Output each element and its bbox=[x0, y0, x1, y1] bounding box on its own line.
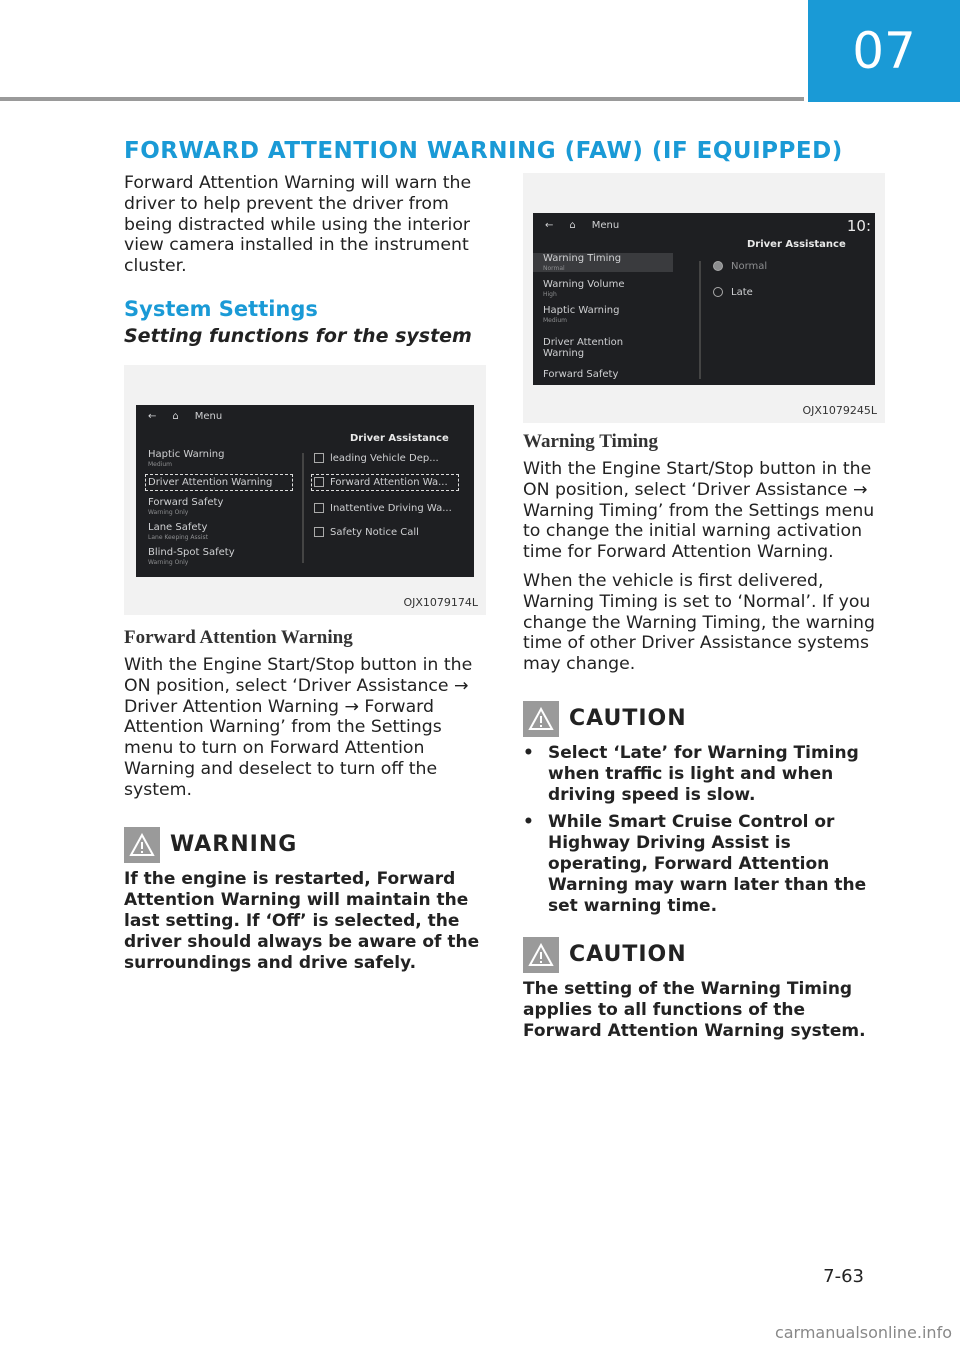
option-item-selected: Forward Attention Wa... bbox=[314, 477, 456, 488]
back-arrow-icon: ← bbox=[148, 411, 157, 423]
option-late: Late bbox=[713, 287, 753, 298]
caution-label: CAUTION bbox=[569, 942, 687, 968]
screen-image bbox=[533, 213, 875, 385]
menu-item: Haptic Warning Medium bbox=[148, 448, 225, 468]
menu-item: Forward Safety bbox=[543, 369, 619, 380]
screen-top-bar bbox=[533, 213, 875, 237]
menu-item: Forward Safety Warning Only bbox=[148, 496, 224, 516]
home-icon: ⌂ bbox=[569, 219, 576, 231]
watermark: carmanualsonline.info bbox=[774, 1323, 952, 1342]
warning-title bbox=[124, 827, 486, 863]
figure-driver-assistance-menu bbox=[124, 365, 486, 615]
warning-label: WARNING bbox=[170, 832, 298, 858]
menu-item-selected: Warning Timing Normal bbox=[533, 253, 673, 272]
system-settings-heading: System Settings bbox=[124, 296, 318, 321]
warning-timing-paragraph-2: When the vehicle is first delivered, Warning Timing is set to ‘Normal’. If you change the Warning Timing, the warning time of other Driver Assistance systems may change. bbox=[523, 570, 875, 675]
caution-triangle-icon bbox=[523, 701, 559, 737]
caution-triangle-icon bbox=[523, 937, 559, 973]
caution-label: CAUTION bbox=[569, 706, 687, 732]
caution-bullets bbox=[523, 743, 885, 917]
clock: 10: bbox=[846, 217, 871, 235]
caution-callout-2 bbox=[523, 937, 885, 1042]
warning-text: If the engine is restarted, Forward Attention Warning will maintain the last setting. If ‘Off’ is selected, the driver should always be aware of the surroundings and drive safely. bbox=[124, 868, 480, 973]
menu-item: Warning Volume High bbox=[543, 279, 625, 298]
menu-item: Blind-Spot Safety Warning Only bbox=[148, 546, 235, 566]
intro-paragraph: Forward Attention Warning will warn the driver to help prevent the driver from being distracted while using the interior view camera installed in the instrument cluster. bbox=[124, 173, 472, 277]
warning-callout bbox=[124, 827, 486, 974]
warning-triangle-icon bbox=[124, 827, 160, 863]
setting-functions-heading: Setting functions for the system bbox=[124, 324, 472, 347]
option-item: leading Vehicle Dep... bbox=[314, 453, 439, 464]
header-rule bbox=[0, 97, 804, 101]
caution-bullet: • While Smart Cruise Control or Highway Driving Assist is operating, Forward Attention Warning may warn later than the set warning time. bbox=[523, 812, 885, 917]
figure-warning-timing-menu bbox=[523, 173, 885, 423]
back-arrow-icon: ← bbox=[545, 219, 554, 231]
menu-label: Menu bbox=[194, 411, 223, 423]
option-normal: Normal bbox=[713, 261, 767, 272]
menu-label: Menu bbox=[591, 219, 620, 231]
menu-item: Lane Safety Lane Keeping Assist bbox=[148, 521, 208, 541]
page-number: 7-63 bbox=[823, 1266, 864, 1287]
panel-title: Driver Assistance bbox=[747, 239, 846, 250]
figure-code: OJX1079174L bbox=[403, 595, 478, 609]
figure-code: OJX1079245L bbox=[802, 404, 877, 417]
screen-divider bbox=[699, 261, 701, 379]
menu-item: Haptic Warning Medium bbox=[543, 305, 620, 324]
caution-callout-1 bbox=[523, 701, 885, 917]
warning-timing-paragraph-1: With the Engine Start/Stop button in the ON position, select ‘Driver Assistance → Warning Timing’ from the Settings menu to change the initial warning activation time for Forward Attention Warning. bbox=[523, 459, 875, 563]
menu-item-selected: Driver Attention Warning bbox=[148, 477, 290, 488]
figure-caption: Forward Attention Warning bbox=[124, 626, 353, 648]
panel-title: Driver Assistance bbox=[350, 432, 449, 444]
screen-image bbox=[136, 405, 474, 577]
screen-divider bbox=[302, 453, 304, 563]
chapter-tab: 07 bbox=[808, 0, 960, 102]
forward-attention-paragraph: With the Engine Start/Stop button in the ON position, select ‘Driver Assistance → Driver Attention Warning → Forward Attention Warning’ from the Settings menu to turn on Forward Attention Warning and deselect to turn off the system. bbox=[124, 654, 473, 800]
option-item: Inattentive Driving Wa... bbox=[314, 503, 452, 514]
option-item: Safety Notice Call bbox=[314, 527, 419, 538]
screen-top-bar bbox=[136, 405, 474, 429]
section-title: FORWARD ATTENTION WARNING (FAW) (IF EQUIPPED) bbox=[124, 138, 843, 164]
left-column bbox=[124, 173, 486, 974]
figure-caption: Warning Timing bbox=[523, 431, 658, 452]
caution-bullet: • Select ‘Late’ for Warning Timing when traffic is light and when driving speed is slow. bbox=[523, 743, 885, 806]
right-column bbox=[523, 173, 885, 1042]
caution-title bbox=[523, 701, 885, 737]
caution-title bbox=[523, 937, 885, 973]
menu-item: Driver Attention Warning bbox=[543, 337, 624, 359]
home-icon: ⌂ bbox=[172, 411, 179, 423]
caution-text: The setting of the Warning Timing applies to all functions of the Forward Attention Warning system. bbox=[523, 978, 866, 1041]
